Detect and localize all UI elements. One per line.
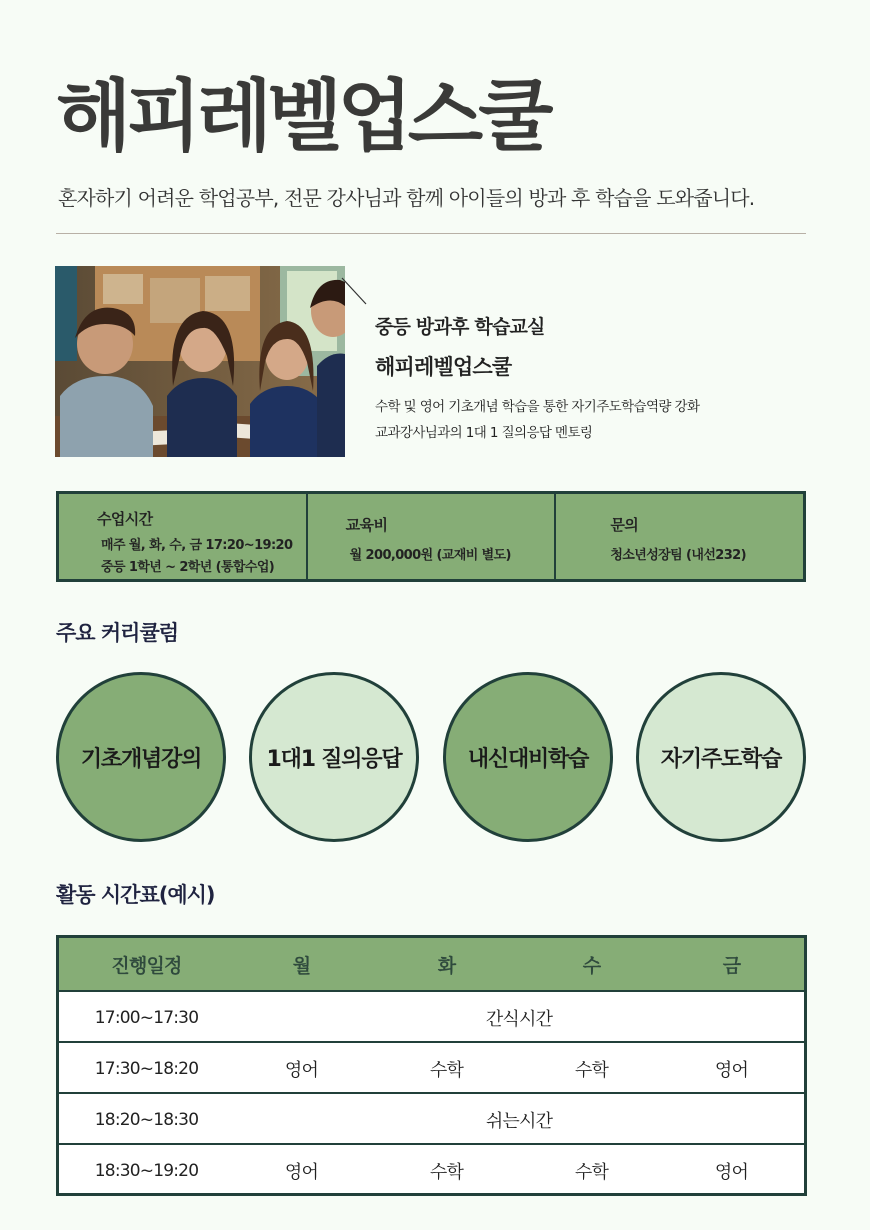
info-schedule-days: 매주 월, 화, 수, 금 17:20~19:20 bbox=[101, 538, 293, 553]
timetable-time: 17:00~17:30 bbox=[94, 1007, 199, 1028]
timetable-cell-fri: 영어 bbox=[714, 1161, 749, 1183]
table-row bbox=[59, 1092, 804, 1145]
timetable-header-tue: 화 bbox=[437, 954, 456, 977]
info-fee-label: 교육비 bbox=[345, 516, 388, 534]
timetable-header-mon: 월 bbox=[292, 954, 311, 977]
info-contact-label: 문의 bbox=[610, 516, 639, 534]
intro-program-type: 중등 방과후 학습교실 bbox=[375, 316, 545, 338]
timetable-cell-mon: 영어 bbox=[284, 1059, 319, 1081]
timetable-merged-cell: 간식시간 bbox=[485, 1008, 553, 1030]
info-cell-contact bbox=[556, 494, 803, 579]
classroom-photo bbox=[55, 266, 345, 457]
intro-text bbox=[375, 312, 699, 447]
timetable-time: 18:20~18:30 bbox=[94, 1109, 199, 1130]
info-cell-fee bbox=[308, 494, 557, 579]
timetable-cell-tue: 수학 bbox=[429, 1059, 464, 1081]
timetable bbox=[56, 935, 807, 1196]
page-title: 해피레벨업스쿨 bbox=[56, 72, 549, 162]
timetable-time: 18:30~19:20 bbox=[94, 1160, 199, 1181]
header-divider bbox=[56, 233, 806, 234]
info-schedule-label: 수업시간 bbox=[97, 510, 153, 528]
info-fee-value: 월 200,000원 (교재비 별도) bbox=[349, 548, 511, 563]
timetable-cell-mon: 영어 bbox=[284, 1161, 319, 1183]
info-contact-value: 청소년성장팀 (내선232) bbox=[610, 548, 746, 563]
timetable-title: 활동 시간표(예시) bbox=[56, 883, 215, 907]
timetable-cell-wed: 수학 bbox=[574, 1059, 609, 1081]
info-table bbox=[56, 491, 806, 582]
timetable-cell-wed: 수학 bbox=[574, 1161, 609, 1183]
intro-description-2: 교과강사님과의 1대 1 질의응답 멘토링 bbox=[375, 425, 593, 441]
timetable-header-fri: 금 bbox=[722, 954, 741, 977]
info-schedule-grades: 중등 1학년 ~ 2학년 (통합수업) bbox=[101, 560, 275, 575]
info-cell-schedule bbox=[59, 494, 308, 579]
timetable-cell-tue: 수학 bbox=[429, 1161, 464, 1183]
table-row bbox=[59, 1143, 804, 1196]
timetable-header-row bbox=[59, 938, 804, 990]
intro-program-name: 해피레벨업스쿨 bbox=[375, 355, 512, 379]
curriculum-item-exam-prep: 내신대비학습 bbox=[443, 672, 613, 842]
timetable-cell-fri: 영어 bbox=[714, 1059, 749, 1081]
curriculum-title: 주요 커리큘럼 bbox=[56, 621, 179, 645]
timetable-merged-cell: 쉬는시간 bbox=[485, 1110, 553, 1132]
timetable-time: 17:30~18:20 bbox=[94, 1058, 199, 1079]
table-row bbox=[59, 990, 804, 1043]
curriculum-item-self-study: 자기주도학습 bbox=[636, 672, 806, 842]
curriculum-item-basic-lecture: 기초개념강의 bbox=[56, 672, 226, 842]
timetable-header-wed: 수 bbox=[582, 954, 601, 977]
table-row bbox=[59, 1041, 804, 1094]
timetable-header-schedule: 진행일정 bbox=[111, 954, 182, 977]
intro-description-1: 수학 및 영어 기초개념 학습을 통한 자기주도학습역량 강화 bbox=[375, 399, 700, 415]
page-subtitle: 혼자하기 어려운 학업공부, 전문 강사님과 함께 아이들의 방과 후 학습을 도와줍니다. bbox=[58, 186, 755, 210]
photo-pointer-line bbox=[340, 276, 370, 308]
curriculum-item-qna: 1대1 질의응답 bbox=[249, 672, 419, 842]
